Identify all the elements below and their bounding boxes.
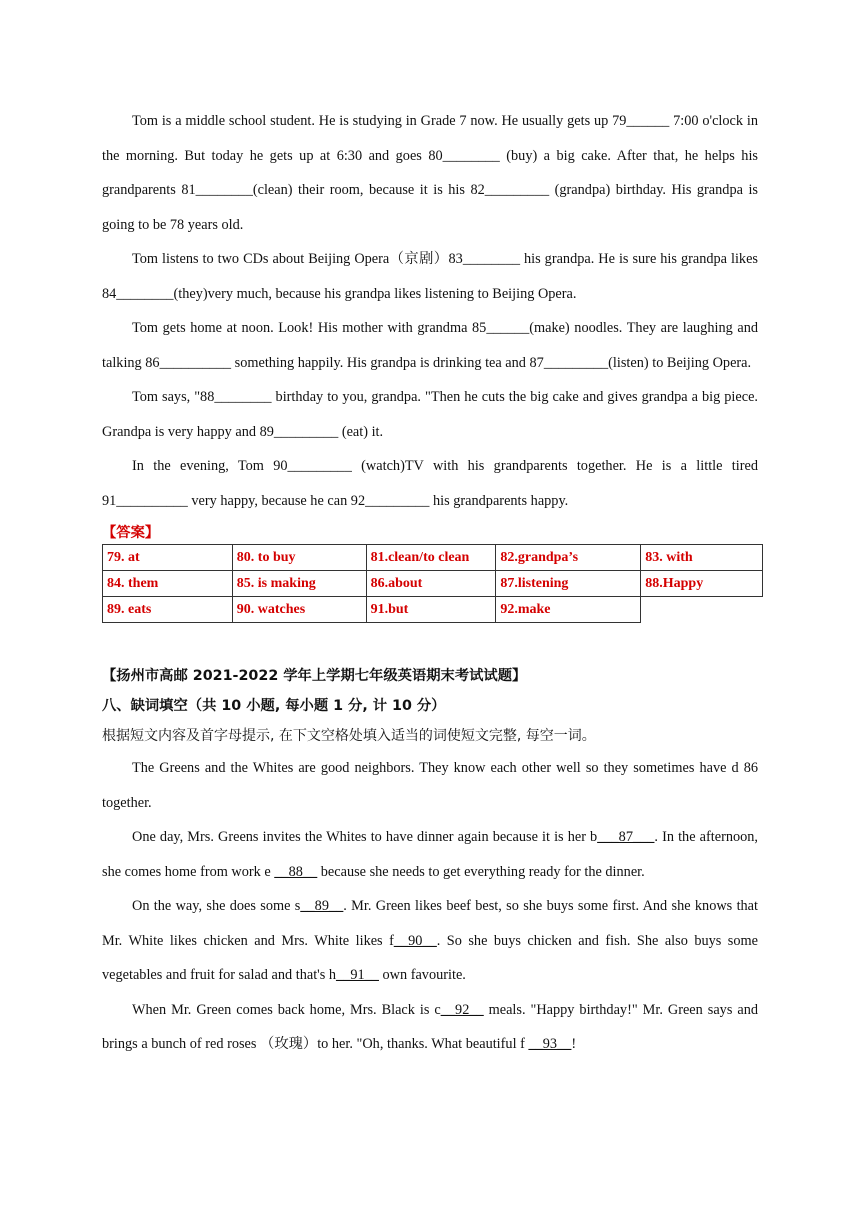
passage-1-paragraph: Tom listens to two CDs about Beijing Opera（京剧）83________ his grandpa. He is sure his grandpa likes 84________(they)very much, because his grandpa likes listening to Beijing Opera. <box>102 251 758 302</box>
passage-1-paragraph: In the evening, Tom 90_________ (watch)TV with his grandparents together. He is a little tired 91__________ very happy, because he can 92_________ his grandparents happy. <box>102 458 758 509</box>
passage-1-paragraph: Tom says, "88________ birthday to you, grandpa. "Then he cuts the big cake and gives grandpa a big piece. Grandpa is very happy and 89_________ (eat) it. <box>102 389 758 440</box>
passage-2-paragraph <box>102 993 758 1062</box>
text-run: On the way, she does some s <box>132 898 301 914</box>
passage-1 <box>102 104 758 518</box>
answer-table <box>102 544 763 623</box>
blank-91: __91__ <box>336 967 379 983</box>
answer-cell: 82.grandpa’s <box>496 545 641 571</box>
text-run: ! <box>571 1036 577 1052</box>
passage-2-paragraph <box>102 889 758 993</box>
answer-cell: 90. watches <box>232 597 366 623</box>
answer-cell: 88.Happy <box>641 571 763 597</box>
blank-92: __92__ <box>440 1001 484 1018</box>
instruction-text: 根据短文内容及首字母提示, 在下文空格处填入适当的词使短文完整, 每空一词。 <box>102 728 596 744</box>
empty-cell <box>641 597 763 623</box>
answer-cell: 79. at <box>103 545 233 571</box>
passage-2 <box>102 751 758 1062</box>
blank-87: ___87___ <box>597 829 655 845</box>
answer-cell: 86.about <box>366 571 496 597</box>
answer-cell: 83. with <box>641 545 763 571</box>
answer-cell: 81.clean/to clean <box>366 545 496 571</box>
text-run: because she needs to get everything ready for the dinner. <box>317 863 645 880</box>
section-title: 八、缺词填空（共 10 小题, 每小题 1 分, 计 10 分） <box>102 698 446 714</box>
table-row <box>103 545 763 571</box>
text-run: . In the afternoon, she comes home from work e <box>102 829 758 880</box>
text-run: When Mr. Green comes back home, Mrs. Black is c <box>132 1001 441 1018</box>
text-run: . Mr. Green likes beef best, so she buys some first. And she knows that Mr. White likes chicken and Mrs. White likes f <box>102 898 759 949</box>
answer-cell: 89. eats <box>103 597 233 623</box>
passage-2-paragraph: The Greens and the Whites are good neighbors. They know each other well so they sometimes have d 86 together. <box>102 760 758 811</box>
passage-1-paragraph: Tom gets home at noon. Look! His mother with grandma 85______(make) noodles. They are laughing and talking 86__________ something happily. His grandpa is drinking tea and 87_________(listen) to Beijing Opera. <box>102 320 758 371</box>
source-title: 【扬州市高邮 2021-2022 学年上学期七年级英语期末考试试题】 <box>102 668 527 684</box>
blank-90: __90__ <box>393 932 437 949</box>
answer-cell: 85. is making <box>232 571 366 597</box>
answer-cell: 84. them <box>103 571 233 597</box>
text-run: . So she buys chicken and fish. She also buys some vegetables and fruit for salad and that's h <box>102 932 758 983</box>
answer-cell: 91.but <box>366 597 496 623</box>
answer-cell: 92.make <box>496 597 641 623</box>
passage-1-paragraph: Tom is a middle school student. He is studying in Grade 7 now. He usually gets up 79______ 7:00 o'clock in the morning. But today he gets up at 6:30 and goes 80________ (buy) a big cake. After that, he helps his grandparents 81________(clean) their room, because it is his 82_________ (grandpa) birthday. His grandpa is going to be 78 years old. <box>102 113 758 233</box>
blank-88: __88__ <box>274 863 318 880</box>
blank-93: __93__ <box>528 1036 572 1052</box>
text-run: meals. "Happy birthday!" Mr. Green says and brings a bunch of red roses （玫瑰）to her. "Oh, thanks. What beautiful f <box>102 1001 758 1052</box>
passage-2-paragraph <box>102 820 758 889</box>
text-run: own favourite. <box>378 967 466 983</box>
answer-heading: 【答案】 <box>102 525 160 541</box>
table-row <box>103 597 763 623</box>
answer-cell: 80. to buy <box>232 545 366 571</box>
document-page <box>102 104 758 1062</box>
answer-cell: 87.listening <box>496 571 641 597</box>
blank-89: __89__ <box>300 898 344 914</box>
text-run: One day, Mrs. Greens invites the Whites to have dinner again because it is her b <box>132 829 598 845</box>
table-row <box>103 571 763 597</box>
